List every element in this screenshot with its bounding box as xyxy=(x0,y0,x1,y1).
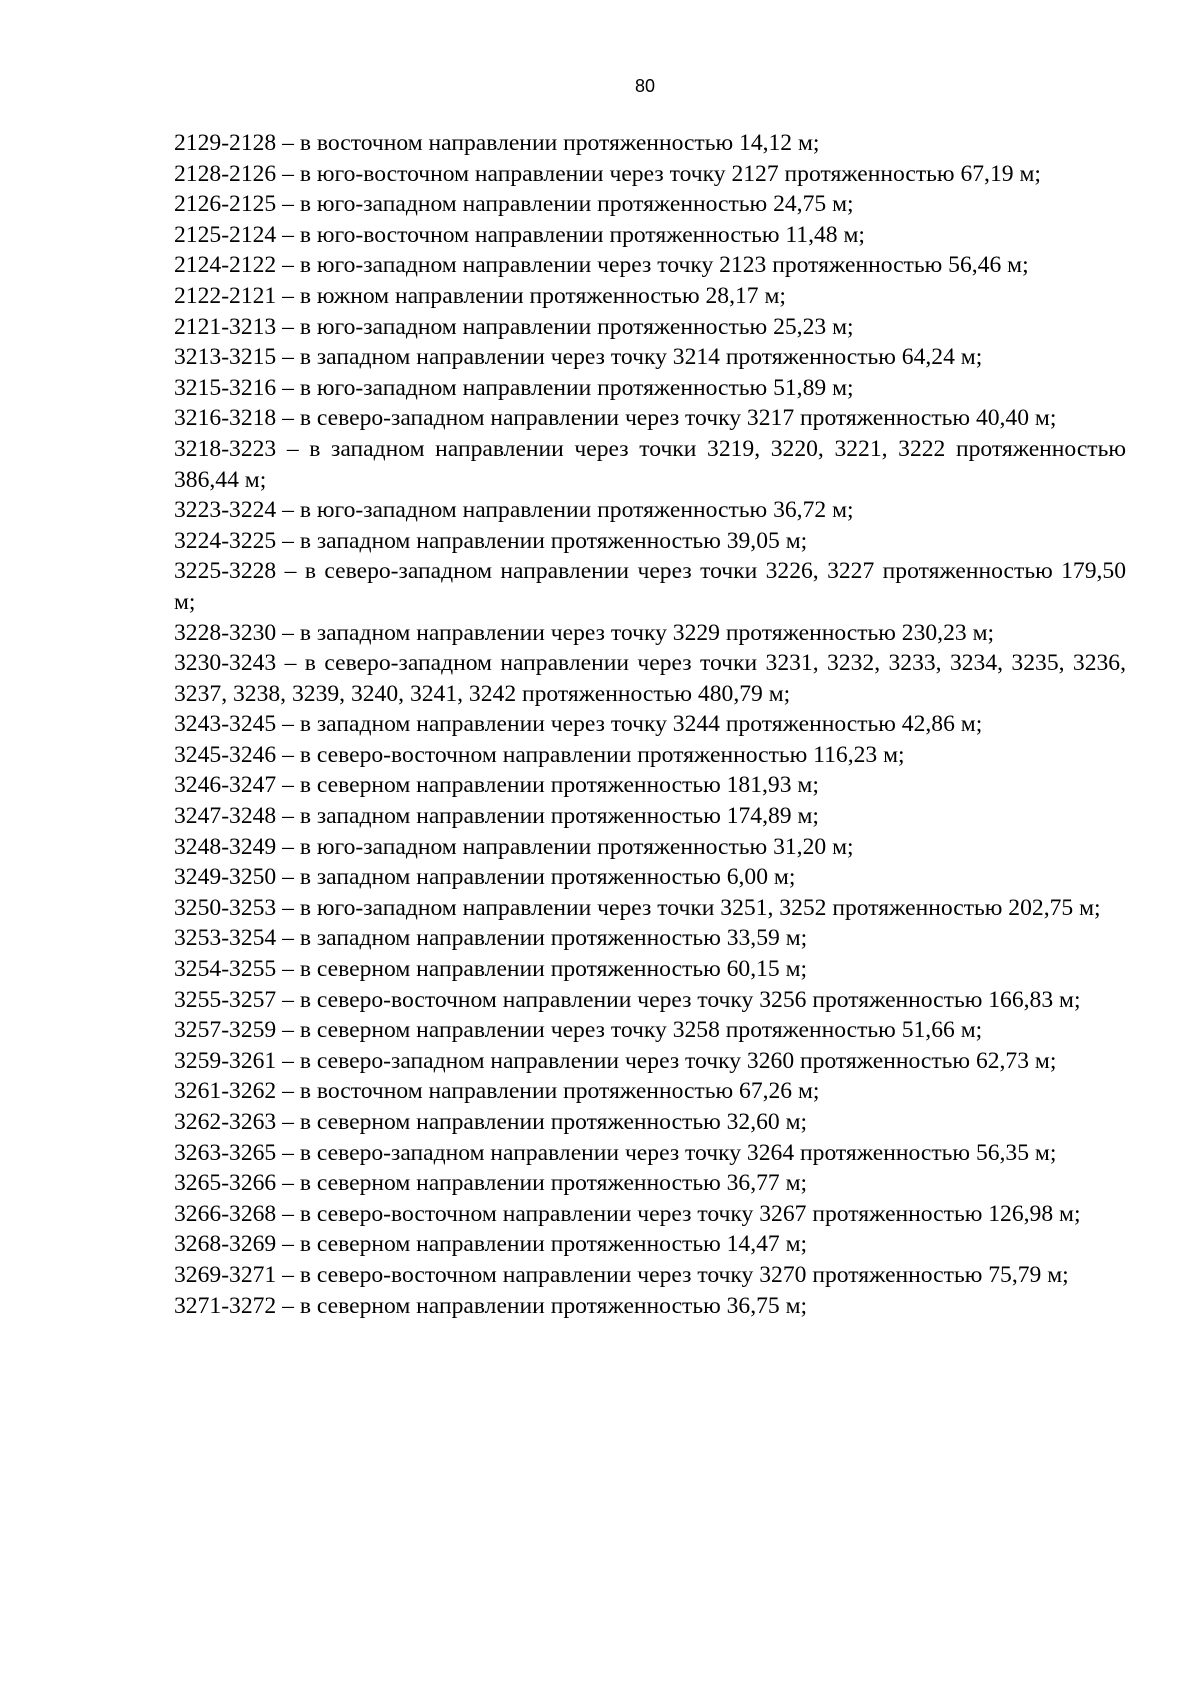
boundary-entry: 3248-3249 – в юго-западном направлении протяженностью 31,20 м; xyxy=(174,833,854,860)
boundary-entry: 3268-3269 – в северном направлении протяженностью 14,47 м; xyxy=(174,1231,808,1258)
boundary-entry: 3243-3245 – в западном направлении через точку 3244 протяженностью 42,86 м; xyxy=(174,711,983,738)
boundary-entry: 3257-3259 – в северном направлении через точку 3258 протяженностью 51,66 м; xyxy=(174,1017,983,1044)
boundary-entry: 3223-3224 – в юго-западном направлении протяженностью 36,72 м; xyxy=(174,497,854,524)
boundary-entry: 2129-2128 – в восточном направлении протяженностью 14,12 м; xyxy=(174,130,820,156)
boundary-entry: 2121-3213 – в юго-западном направлении протяженностью 25,23 м; xyxy=(174,313,854,340)
boundary-entry: 3215-3216 – в юго-западном направлении протяженностью 51,89 м; xyxy=(174,374,854,401)
boundary-entry: 3213-3215 – в западном направлении через точку 3214 протяженностью 64,24 м; xyxy=(174,344,983,371)
page-number: 80 xyxy=(634,76,656,96)
boundary-entry: 3228-3230 – в западном направлении через точку 3229 протяженностью 230,23 м; xyxy=(174,619,995,646)
boundary-entry: 3249-3250 – в западном направлении протяженностью 6,00 м; xyxy=(174,864,796,891)
boundary-entry: 3246-3247 – в северном направлении протяженностью 181,93 м; xyxy=(174,772,819,799)
boundary-entry: 3259-3261 – в северо-западном направлении через точку 3260 протяженностью 62,73 м; xyxy=(174,1047,1057,1074)
boundary-entry: 3245-3246 – в северо-восточном направлении протяженностью 116,23 м; xyxy=(174,741,905,768)
boundary-entry: 3266-3268 – в северо-восточном направлении через точку 3267 протяженностью 126,98 м; xyxy=(174,1200,1081,1227)
boundary-entry: 2128-2126 – в юго-восточном направлении через точку 2127 протяженностью 67,19 м; xyxy=(174,160,1041,187)
boundary-entry: 3225-3228 – в северо-западном направлении через точки 3226, 3227 протяженностью 179,50 м; xyxy=(174,558,1126,615)
boundary-entry: 3262-3263 – в северном направлении протяженностью 32,60 м; xyxy=(174,1109,808,1135)
boundary-entry: 3230-3243 – в северо-западном направлении через точки 3231, 3232, 3233, 3234, 3235, 3236, 3237, 3238, 3239, 3240, 3241, 3242 протяженностью 480,79 м; xyxy=(174,650,1126,707)
boundary-entry: 3250-3253 – в юго-западном направлении через точки 3251, 3252 протяженностью 202,75 м; xyxy=(174,894,1101,921)
boundary-entry: 3247-3248 – в западном направлении протяженностью 174,89 м; xyxy=(174,803,819,830)
document-body xyxy=(174,128,1126,1321)
boundary-entry: 3224-3225 – в западном направлении протяженностью 39,05 м; xyxy=(174,527,808,554)
boundary-entry: 3218-3223 – в западном направлении через точки 3219, 3220, 3221, 3222 протяженностью 386,44 м; xyxy=(174,435,1126,493)
boundary-entry: 3255-3257 – в северо-восточном направлении через точку 3256 протяженностью 166,83 м; xyxy=(174,986,1081,1013)
boundary-entry: 3271-3272 – в северном направлении протяженностью 36,75 м; xyxy=(174,1292,808,1319)
boundary-entry: 2122-2121 – в южном направлении протяженностью 28,17 м; xyxy=(174,282,786,309)
boundary-entry: 3261-3262 – в восточном направлении протяженностью 67,26 м; xyxy=(174,1078,820,1105)
boundary-entry: 2124-2122 – в юго-западном направлении через точку 2123 протяженностью 56,46 м; xyxy=(174,252,1029,279)
boundary-entry: 3254-3255 – в северном направлении протяженностью 60,15 м; xyxy=(174,956,808,983)
boundary-entry: 3269-3271 – в северо-восточном направлении через точку 3270 протяженностью 75,79 м; xyxy=(174,1261,1069,1288)
boundary-entry: 3265-3266 – в северном направлении протяженностью 36,77 м; xyxy=(174,1170,808,1197)
boundary-entry: 3216-3218 – в северо-западном направлении через точку 3217 протяженностью 40,40 м; xyxy=(174,405,1057,432)
boundary-entry: 2126-2125 – в юго-западном направлении протяженностью 24,75 м; xyxy=(174,191,854,218)
boundary-entry: 3263-3265 – в северо-западном направлении через точку 3264 протяженностью 56,35 м; xyxy=(174,1139,1057,1166)
boundary-entry: 2125-2124 – в юго-восточном направлении протяженностью 11,48 м; xyxy=(174,221,865,248)
boundary-entry: 3253-3254 – в западном направлении протяженностью 33,59 м; xyxy=(174,925,808,952)
